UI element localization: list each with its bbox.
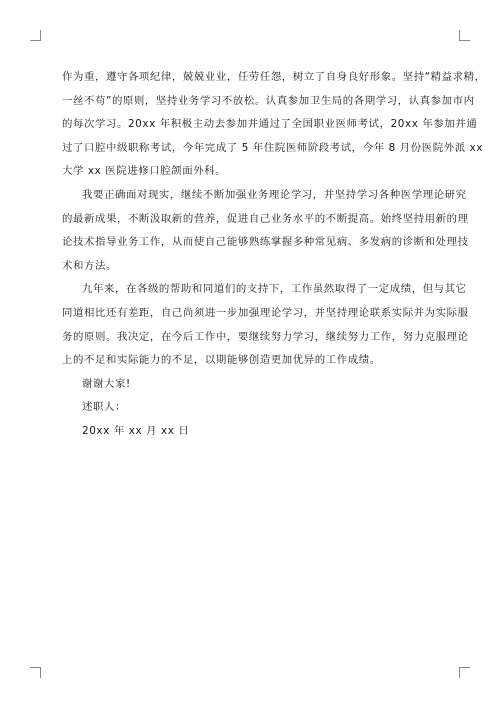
text-line: 述职人： bbox=[82, 401, 126, 414]
crop-mark-top-left bbox=[30, 30, 41, 41]
crop-mark-bottom-right bbox=[459, 667, 470, 678]
text-line: 的每次学习。20xx 年积极主动去参加并通过了全国职业医师考试，20xx 年参加并通 bbox=[62, 118, 478, 131]
text-line: 务的原则。我决定，在今后工作中，要继续努力学习，继续努力工作，努力克服理论 bbox=[62, 330, 469, 343]
text-line: 同道相比还有差距，自己尚须进一步加强理论学习，并坚持理论联系实际并为实际服 bbox=[62, 306, 469, 319]
text-line: 一丝不苟”的原则，坚持业务学习不放松。认真参加卫生局的各期学习，认真参加市内 bbox=[62, 94, 475, 107]
paragraph-1 bbox=[62, 66, 486, 184]
crop-mark-top-right bbox=[459, 30, 470, 41]
paragraph-2 bbox=[62, 184, 469, 278]
closing-thanks bbox=[62, 373, 438, 397]
text-line: 论技术指导业务工作，从而使自己能够熟练掌握多种常见病、多发病的诊断和处理技 bbox=[62, 236, 469, 249]
paragraph-3 bbox=[62, 278, 469, 372]
text-line: 大学 xx 医院进修口腔颌面外科。 bbox=[62, 165, 227, 178]
date-line bbox=[62, 420, 438, 444]
text-line: 过了口腔中级职称考试，今年完成了 5 年住院医师阶段考试，今年 8 月份医院外派 xx bbox=[62, 141, 484, 154]
text-line: 我要正确面对现实，继续不断加强业务理论学习，并坚持学习各种医学理论研究 bbox=[82, 188, 467, 201]
crop-mark-bottom-left bbox=[30, 667, 41, 678]
text-line: 上的不足和实际能力的不足，以期能够创造更加优异的工作成绩。 bbox=[62, 354, 381, 367]
signature-label bbox=[62, 396, 438, 420]
text-line: 作为重，遵守各项纪律，兢兢业业，任劳任怨，树立了自身良好形象。坚持“精益求精， bbox=[62, 71, 486, 83]
text-line: 术和方法。 bbox=[62, 259, 117, 272]
text-line: 20xx 年 xx 月 xx 日 bbox=[82, 424, 190, 437]
text-line: 谢谢大家! bbox=[82, 377, 131, 390]
text-line: 的最新成果，不断汲取新的营养，促进自己业务水平的不断提高。始终坚持用新的理 bbox=[62, 212, 469, 225]
text-line: 九年来，在各级的帮助和同道们的支持下，工作虽然取得了一定成绩，但与其它 bbox=[82, 283, 467, 296]
document-body bbox=[62, 66, 486, 444]
